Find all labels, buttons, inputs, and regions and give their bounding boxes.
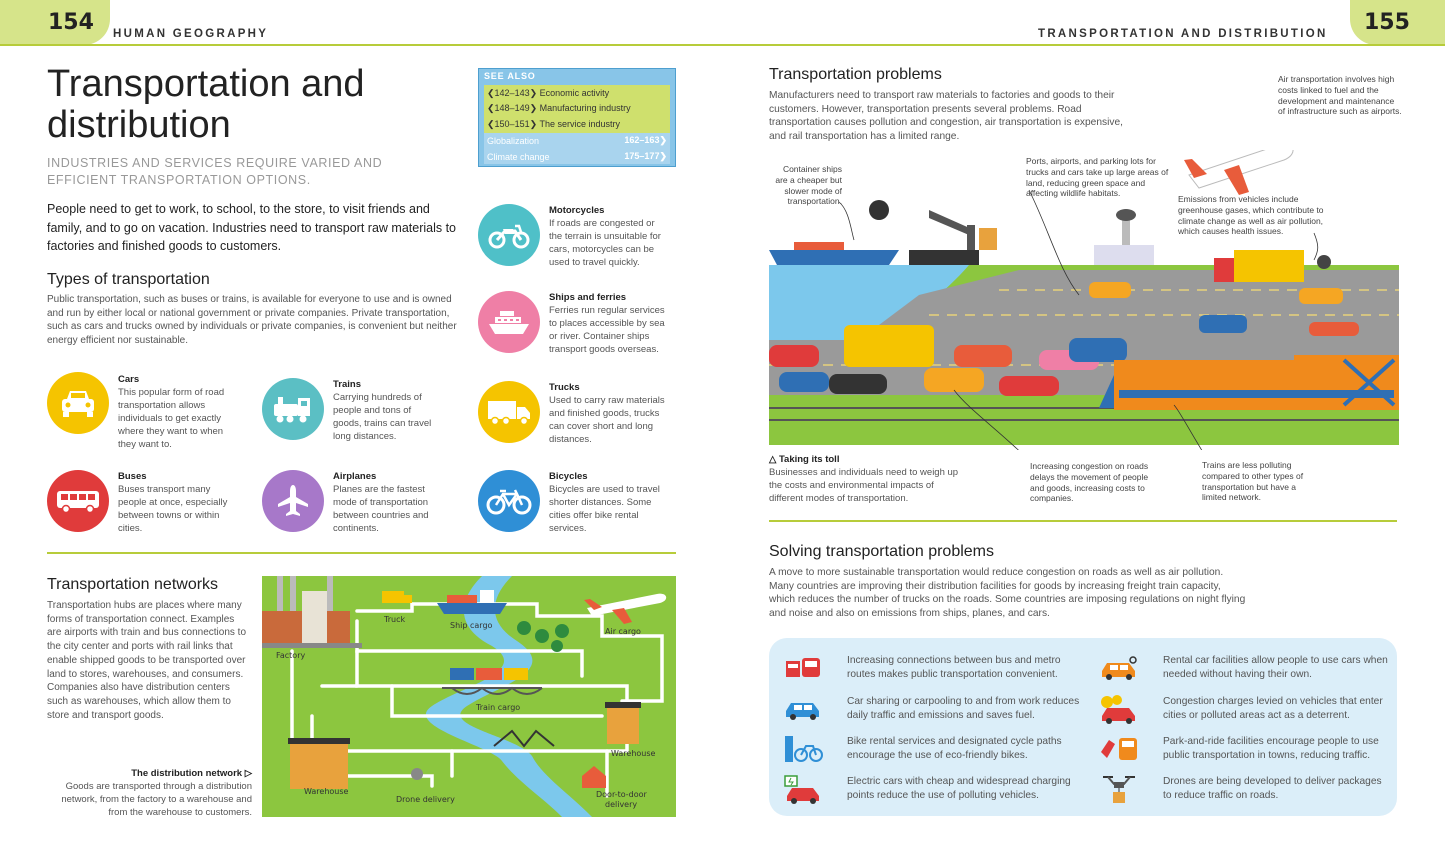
annotation-trains: Trains are less polluting compared to other types of transportation but have a limited network. [1202,460,1304,503]
mode-motorcycles: Motorcycles If roads are congested or the terrain is unsuitable for cars, motorcycles can be used to travel quickly. [478,204,667,269]
left-running-head: HUMAN GEOGRAPHY [113,28,269,40]
map-label-delivery: delivery [605,800,638,809]
annotation-ports: Ports, airports, and parking lots for trucks and cars take up large areas of land, reducing green space and affecting wildlife habitats. [1026,156,1169,199]
mode-airplanes: Airplanes Planes are the fastest mode of transportation between countries and continents. [262,470,443,535]
train-scene-icon [1099,355,1399,410]
solution-item: Increasing connections between bus and metro routes makes public transportation convenient. [783,652,1083,684]
mode-trucks: Trucks Used to carry raw materials and finished goods, trucks can cover short and long distances. [478,381,674,446]
right-page-number: 155 [1350,0,1445,45]
car-icon [47,372,109,434]
electric-car-icon [783,773,823,805]
map-label-warehouse-left: Warehouse [304,787,349,796]
mode-cars: Cars This popular form of road transportation allows individuals to get exactly where they want to when they want to. [47,372,243,451]
map-label-factory: Factory [276,651,306,660]
drone-icon [1099,773,1139,805]
airplane-icon [262,470,324,532]
bike-rental-icon [783,733,823,765]
bicycle-icon [478,470,540,532]
see-also-link[interactable]: ❮142–143❯ Economic activity [484,85,670,101]
annotation-air-costs: Air transportation involves high costs linked to fuel and the development and maintenance of infrastructure such as airports. [1278,74,1402,117]
types-heading: Types of transportation [47,271,210,288]
motorcycle-icon [478,204,540,266]
solution-item: Congestion charges levied on vehicles that enter cities or polluted areas act as a deterrent. [1099,693,1389,725]
solution-item: Drones are being developed to deliver packages to reduce traffic on roads. [1099,773,1389,805]
annotation-container-ships: Container ships are a cheaper but slower mode of transportation. [775,164,842,207]
page-subtitle: INDUSTRIES AND SERVICES REQUIRE VARIED AND EFFICIENT TRANSPORTATION OPTIONS. [47,156,383,187]
mode-buses: Buses Buses transport many people at once, especially between towns or within cities. [47,470,228,535]
toll-caption: △ Taking its toll Businesses and individuals need to weigh up the costs and environmental impacts of different modes of transportation. [769,454,959,504]
map-label-train-cargo: Train cargo [476,703,521,712]
right-running-head: TRANSPORTATION AND DISTRIBUTION [1038,28,1328,40]
annotation-congestion: Increasing congestion on roads delays the movement of people and goods, increasing costs to companies. [1030,461,1149,504]
map-label-warehouse-right: Warehouse [611,749,656,758]
mode-ships: Ships and ferries Ferries run regular services to places accessible by sea or river. Container ships transport goods overseas. [478,291,674,356]
header-rule [0,44,1445,46]
rental-car-icon [1099,652,1139,684]
airplane-scene-icon [1184,150,1293,195]
bus-metro-icon [783,652,823,684]
see-also-title: SEE ALSO [484,71,536,81]
map-label-ship-cargo: Ship cargo [450,621,493,630]
warehouse-left-icon [290,741,348,789]
map-label-door-to-door: Door-to-door [596,790,647,799]
container-ship-icon [769,200,899,265]
carpool-icon [783,693,823,725]
intro-paragraph: People need to get to work, to school, to the store, to visit friends and family, and to go on vacation. Industries need to transport raw materials to factories and finished goods to customers. [47,202,457,253]
see-also-box [478,68,676,167]
solution-item: Bike rental services and designated cycle paths encourage the use of eco-friendly bikes. [783,733,1083,765]
mode-trains: Trains Carrying hundreds of people and tons of goods, trains can travel long distances. [262,378,433,443]
solution-item: Park-and-ride facilities encourage people to use public transportation in towns, reducing traffic. [1099,733,1389,765]
solving-paragraph: A move to more sustainable transportation would reduce congestion on roads as well as air pollution. Many countries are improving their distribution facilities for goods by increasing freight train capacity, which reduces the number of trucks on the roads. Some countries are imposing regulations on night flying and noise and also on emissions from ships, planes, and cars. [769,567,1246,620]
map-label-drone-delivery: Drone delivery [396,795,455,804]
distribution-network-map [262,576,676,817]
left-page-number: 154 [0,0,110,45]
solution-item: Electric cars with cheap and widespread charging points reduce the use of polluting vehicles. [783,773,1083,805]
park-and-ride-icon [1099,733,1139,765]
see-also-link[interactable]: ❮150–151❯ The service industry [484,117,670,133]
networks-paragraph: Transportation hubs are places where many forms of transportation connect. Examples are airports with train and bus connections to the city center and ports with rail links that enable shipped goods to be transported over land to stores, warehouses, and consumers. Companies also have distribution centers such as warehouses, which allow them to store and transport goods. [47,600,246,721]
congestion-charge-icon [1099,693,1139,725]
mode-bicycles: Bicycles Bicycles are used to travel shorter distances. Some cities offer bike rental services. [478,470,667,535]
see-also-link[interactable]: ❮148–149❯ Manufacturing industry [484,101,670,117]
map-label-air-cargo: Air cargo [605,627,641,636]
warehouse-right-icon [607,706,639,744]
solution-item: Rental car facilities allow people to use cars when needed without having their own. [1099,652,1389,684]
map-label-truck: Truck [384,615,406,624]
train-icon [262,378,324,440]
truck-icon [478,381,540,443]
networks-heading: Transportation networks [47,576,219,593]
distribution-caption: The distribution network ▷ Goods are transported through a distribution network, from the factory to a warehouse and from the warehouse to customers. [61,768,252,818]
section-divider [47,552,676,554]
annotation-emissions: Emissions from vehicles include greenhouse gases, which contribute to climate change as well as air pollution, which causes health issues. [1178,194,1324,237]
page-title: Transportation and distribution [47,63,365,146]
problems-heading: Transportation problems [769,66,942,83]
see-also-link[interactable]: Globalization 162–163❯ [484,133,670,149]
port-crane-icon [909,210,997,265]
types-paragraph: Public transportation, such as buses or trains, is available for everyone to use and is owned and run by either local or national government or private companies. Private transportation, such as cars and trucks owned by individuals or private companies, is convenient but neither energy efficient nor sustainable. [47,294,457,347]
solutions-box [769,638,1397,816]
problems-paragraph: Manufacturers need to transport raw materials to factories and goods to their customers. However, transportation presents several problems. Road transportation causes pollution and congestion, air transportation is expensive, and rail transportation has a limited range. [769,90,1123,143]
bus-icon [47,470,109,532]
solving-heading: Solving transportation problems [769,543,995,560]
solution-item: Car sharing or carpooling to and from work reduces daily traffic and emissions and saves fuel. [783,693,1083,725]
see-also-link[interactable]: Climate change 175–177❯ [484,149,670,165]
airport-tower-icon [1094,209,1154,265]
section-divider-right [769,520,1397,522]
ship-icon [478,291,540,353]
drone-map-icon [411,768,423,780]
